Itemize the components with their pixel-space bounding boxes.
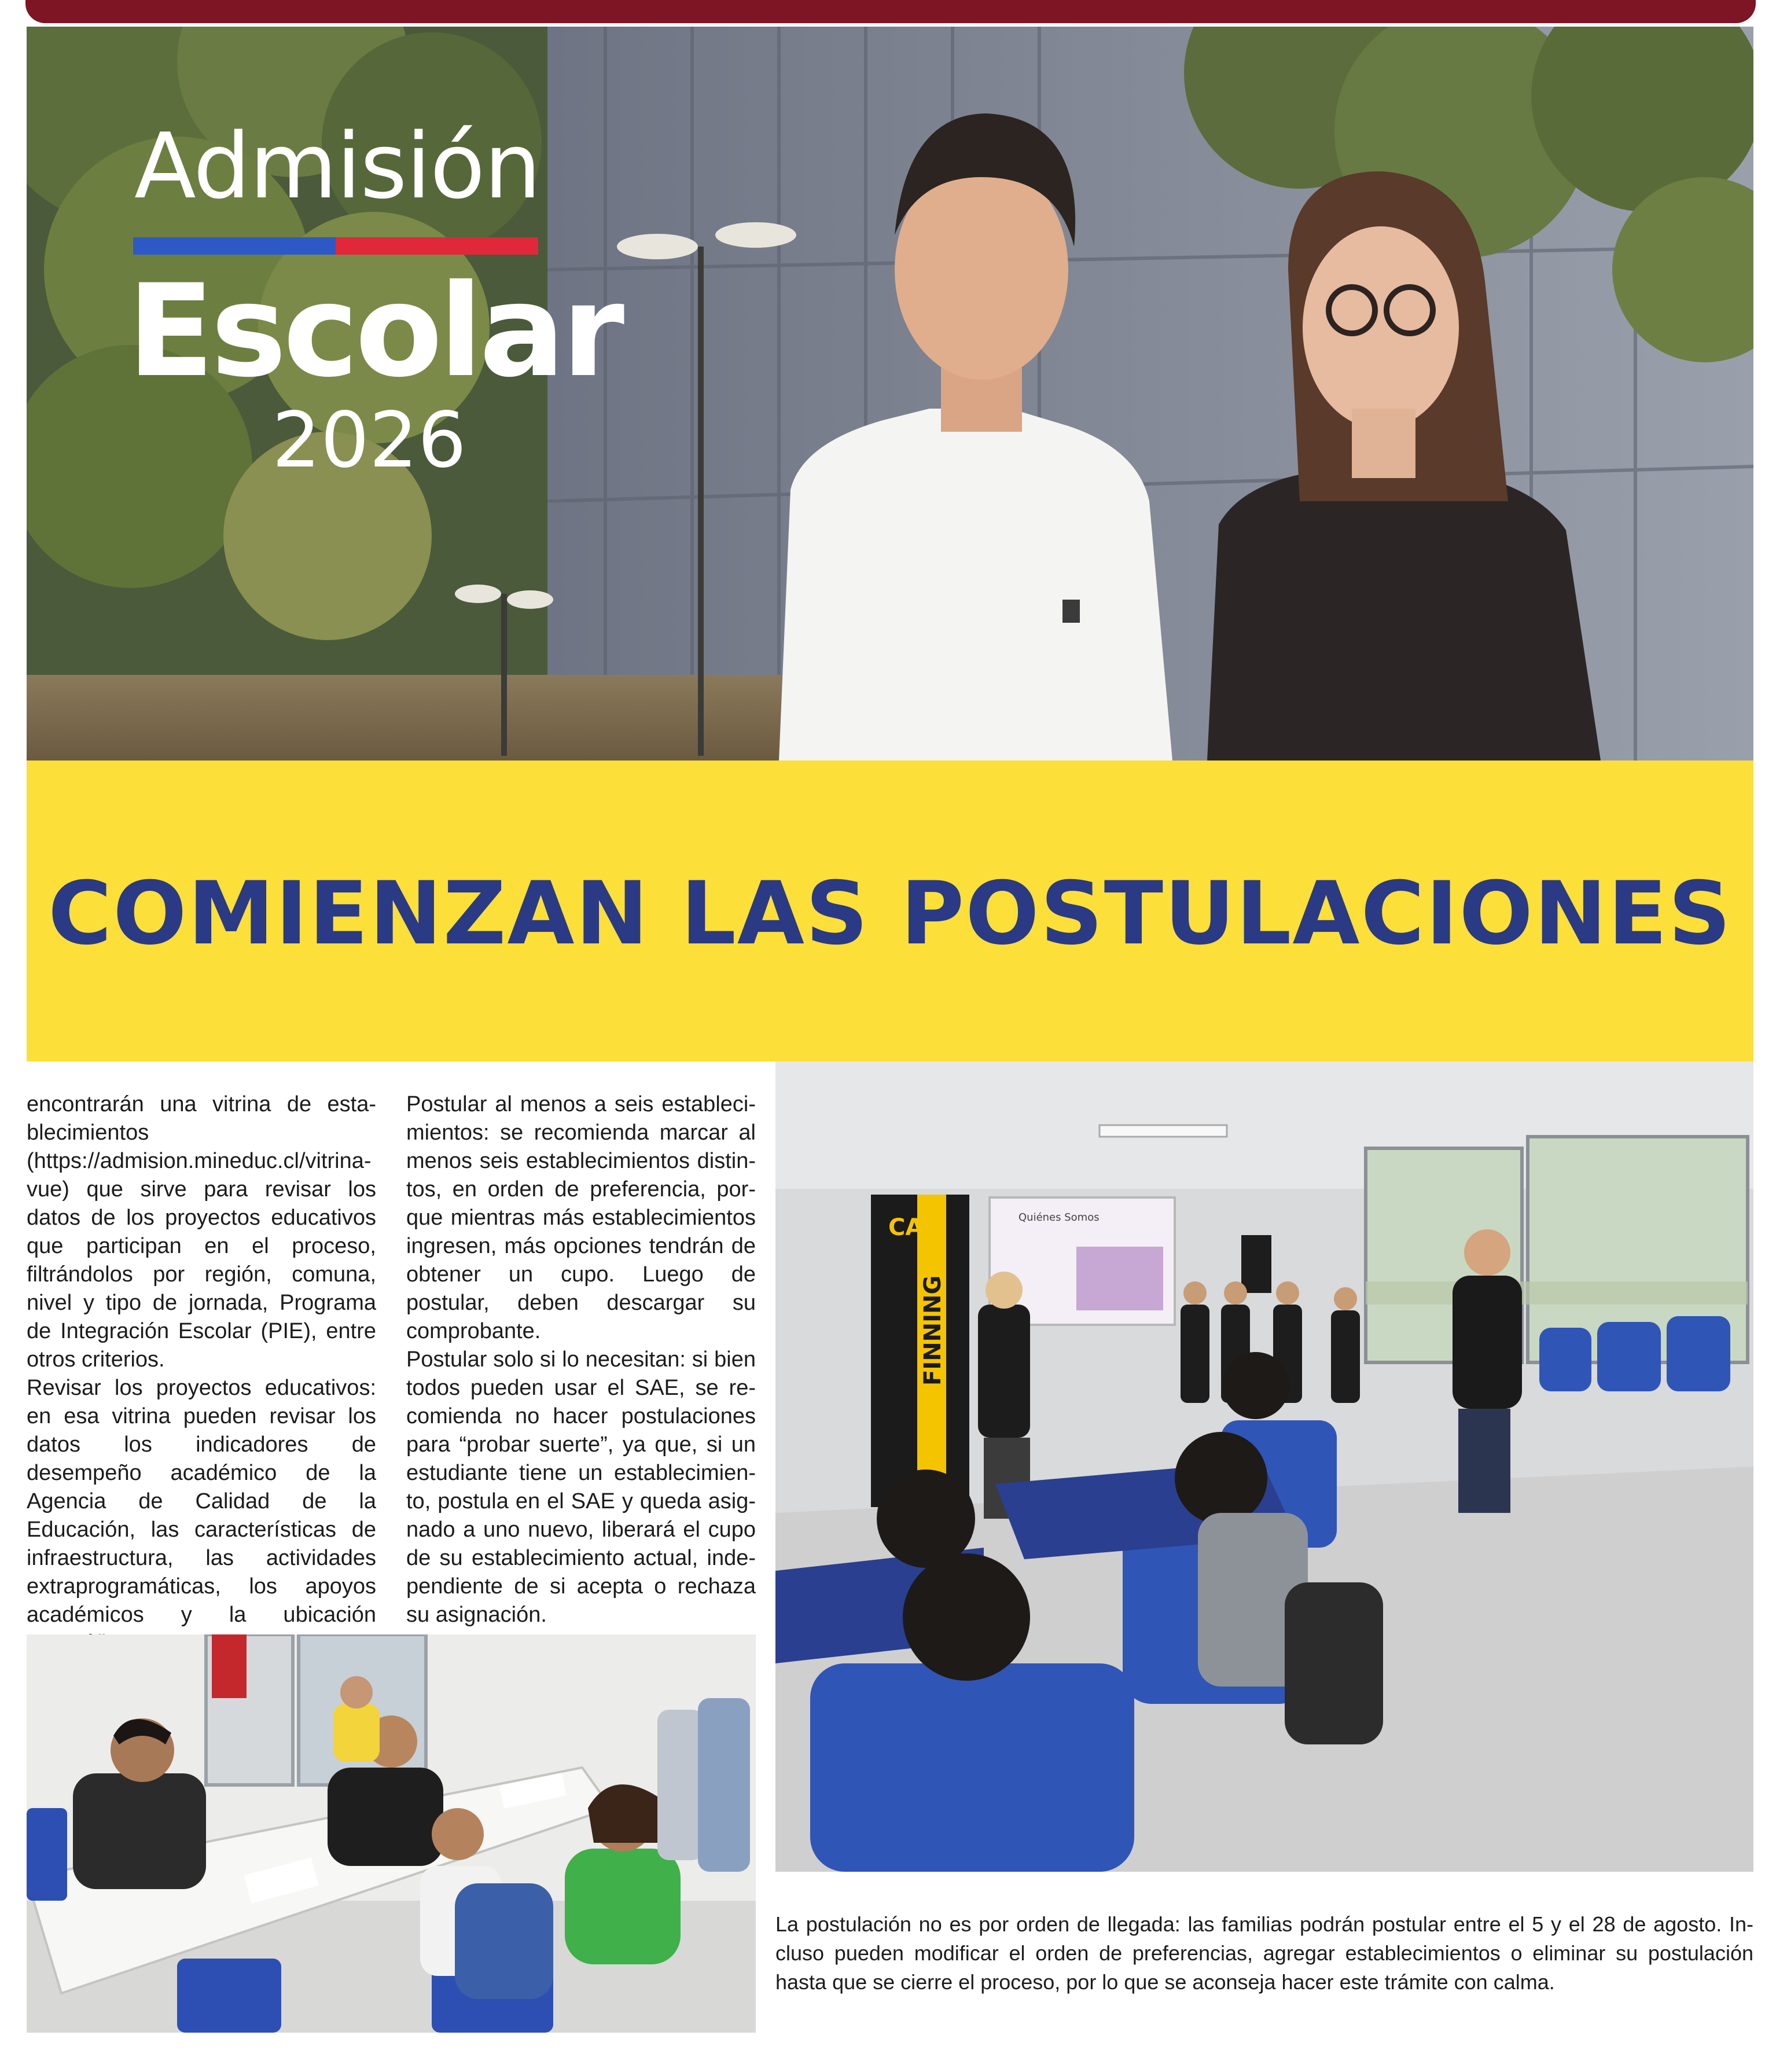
screen-title: Quiénes Somos [1018,1211,1100,1224]
registration-desk-photo [27,1634,756,2033]
headline-band [27,761,1753,1061]
logo-word-admision: Admisión [134,113,540,219]
column-2-paragraph: Postular solo si lo necesitan: si bien todos pueden usar el SAE, se recomienda no hacer postulaciones para “probar suerte”, ya que, si un estudiante tiene un establecimiento, postula en el SAE y queda asignado a uno nuevo, liberará el cupo de su establecimiento actual, independiente de si acepta o rechaza su asignación. [406,1347,756,1627]
logo-flag-red [336,237,538,255]
logo-flag-blue [133,237,336,255]
classroom-photo-illustration [775,1061,1753,1872]
classroom-photo [775,1061,1753,1872]
hero-photo [27,27,1753,761]
logo-word-escolar: Escolar [127,257,622,405]
logo-year: 2026 [272,396,466,485]
text-column-2 [406,1090,756,1629]
column-2-paragraph: Postular al menos a seis establecimientos: se recomienda marcar al menos seis establecimientos distintos, en orden de preferencia, porque mientras más establecimientos ingresen, más opciones tendrán de obtener un cupo. Luego de postular, deben descargar su comprobante. [406,1092,756,1343]
logo-flag-stripe [133,237,538,255]
text-column-1 [27,1090,376,1658]
registration-desk-illustration [27,1634,756,2033]
column-1-paragraph: encontrarán una vitrina de establecimientos (https://admision.mineduc.cl/vitrina-vue) que sirve para revisar los datos de los proyectos educativos que participan en el proceso, filtrándolos por región, comuna, nivel y tipo de jornada, Programa de Integración Escolar (PIE), entre otros criterios. [27,1092,376,1372]
photo-caption: La postulación no es por orden de llegada: las familias podrán postular entre el 5 y el 28 de agosto. Incluso pueden modificar el orden de preferencias, agregar establecimientos o eliminar su postulación hasta que se cierre el proceso, por lo que se aconseja hacer este trámite con calma. [775,1912,1753,1994]
banner-brand-text: CAT [888,1214,937,1241]
page-headline: COMIENZAN LAS POSTULACIONES [48,864,1732,964]
banner-company-text: FINNING [920,1275,946,1386]
column-1-paragraph: Revisar los proyectos educativos: en esa vitrina pueden revisar los datos los indicadores de desempeño académico de la Agencia de Calidad de la Educación, las características de infraestructura, las actividades extraprogramáticas, los apoyos académicos y la ubicación [27,1376,376,1627]
top-accent-bar [25,0,1756,23]
